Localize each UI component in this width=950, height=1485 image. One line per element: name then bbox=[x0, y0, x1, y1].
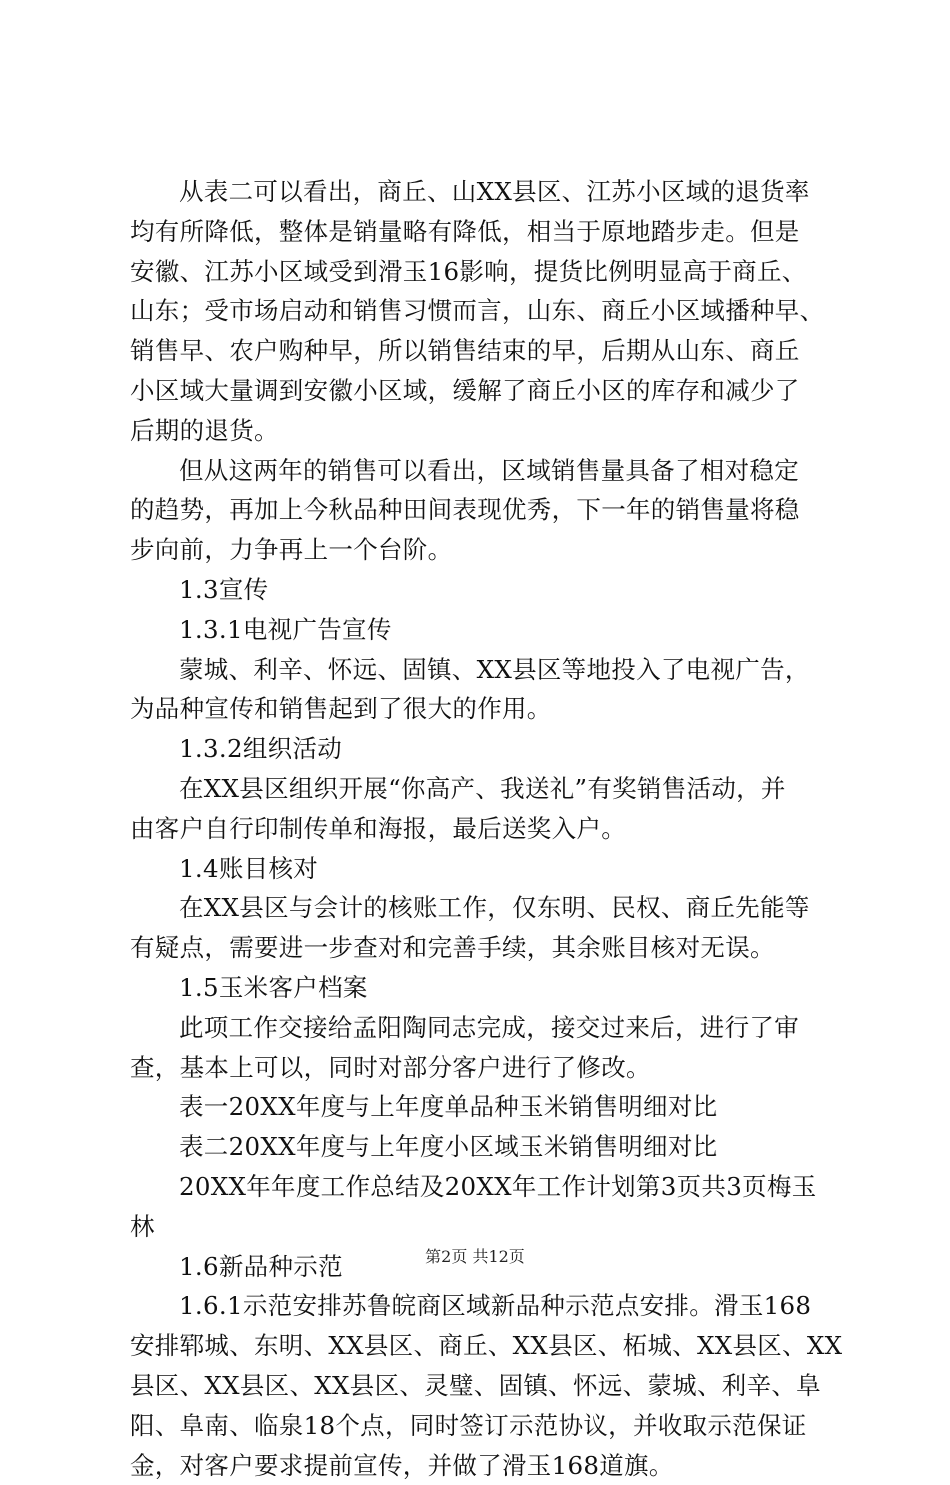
text-line: 1.5玉米客户档案 bbox=[130, 968, 840, 1008]
text-line: 1.3宣传 bbox=[130, 570, 840, 610]
text-line: 20XX年年度工作总结及20XX年工作计划第3页共3页梅玉 bbox=[130, 1167, 840, 1207]
text-line: 1.3.2组织活动 bbox=[130, 729, 840, 769]
text-line: 此项工作交接给孟阳陶同志完成，接交过来后，进行了审 bbox=[130, 1008, 840, 1048]
text-line: 销售早、农户购种早，所以销售结束的早，后期从山东、商丘 bbox=[130, 331, 840, 371]
text-line: 在XX县区与会计的核账工作，仅东明、民权、商丘先能等 bbox=[130, 888, 840, 928]
text-line: 蒙城、利辛、怀远、固镇、XX县区等地投入了电视广告， bbox=[130, 650, 840, 690]
text-line: 查，基本上可以，同时对部分客户进行了修改。 bbox=[130, 1048, 840, 1088]
text-line: 山东；受市场启动和销售习惯而言，山东、商丘小区域播种早、 bbox=[130, 291, 840, 331]
text-line: 1.3.1电视广告宣传 bbox=[130, 610, 840, 650]
text-line: 林 bbox=[130, 1207, 840, 1247]
text-line: 安排郓城、东明、XX县区、商丘、XX县区、柘城、XX县区、XX bbox=[130, 1326, 840, 1366]
text-line: 后期的退货。 bbox=[130, 411, 840, 451]
text-line: 但从这两年的销售可以看出，区域销售量具备了相对稳定 bbox=[130, 451, 840, 491]
text-line: 安徽、江苏小区域受到滑玉16影响，提货比例明显高于商丘、 bbox=[130, 252, 840, 292]
text-line: 小区域大量调到安徽小区域，缓解了商丘小区的库存和减少了 bbox=[130, 371, 840, 411]
text-line: 1.6.1示范安排苏鲁皖商区域新品种示范点安排。滑玉168 bbox=[130, 1286, 840, 1326]
text-line: 为品种宣传和销售起到了很大的作用。 bbox=[130, 689, 840, 729]
text-line: 金，对客户要求提前宣传，并做了滑玉168道旗。 bbox=[130, 1446, 840, 1485]
document-body bbox=[130, 172, 840, 1485]
text-line: 表二20XX年度与上年度小区域玉米销售明细对比 bbox=[130, 1127, 840, 1167]
text-line: 从表二可以看出，商丘、山XX县区、江苏小区域的退货率 bbox=[130, 172, 840, 212]
text-line: 表一20XX年度与上年度单品种玉米销售明细对比 bbox=[130, 1087, 840, 1127]
text-line: 县区、XX县区、XX县区、灵璧、固镇、怀远、蒙城、利辛、阜 bbox=[130, 1366, 840, 1406]
text-line: 均有所降低，整体是销量略有降低，相当于原地踏步走。但是 bbox=[130, 212, 840, 252]
text-line: 阳、阜南、临泉18个点，同时签订示范协议，并收取示范保证 bbox=[130, 1406, 840, 1446]
text-line: 1.4账目核对 bbox=[130, 849, 840, 889]
text-line: 步向前，力争再上一个台阶。 bbox=[130, 530, 840, 570]
text-line: 在XX县区组织开展“你高产、我送礼”有奖销售活动，并 bbox=[130, 769, 840, 809]
text-line: 的趋势，再加上今秋品种田间表现优秀，下一年的销售量将稳 bbox=[130, 490, 840, 530]
text-line: 由客户自行印制传单和海报，最后送奖入户。 bbox=[130, 809, 840, 849]
text-line: 有疑点，需要进一步查对和完善手续，其余账目核对无误。 bbox=[130, 928, 840, 968]
text-line: 1.6新品种示范 bbox=[130, 1247, 840, 1287]
page-footer: 第2页 共12页 bbox=[0, 1244, 950, 1267]
